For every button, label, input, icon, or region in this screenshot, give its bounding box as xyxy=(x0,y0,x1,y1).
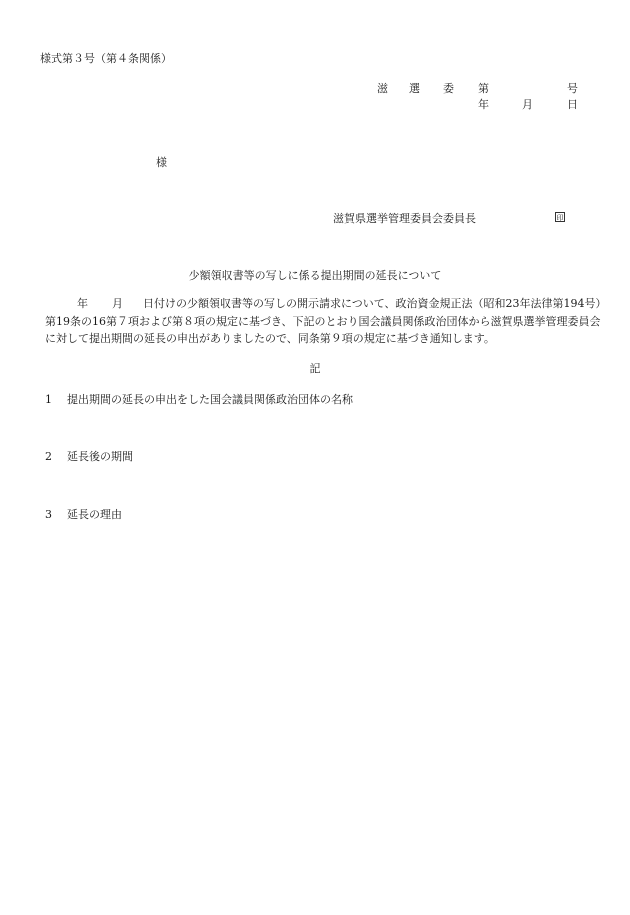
issuer-char-1: 滋 xyxy=(377,82,388,95)
item-number: 2 xyxy=(45,450,52,463)
date-year: 年 xyxy=(478,98,489,111)
item-label: 延長の理由 xyxy=(67,508,122,521)
item-number: 1 xyxy=(45,393,52,406)
body-year: 年 xyxy=(77,297,88,310)
item-label: 延長後の期間 xyxy=(67,450,133,463)
body-line-3: に対して提出期間の延長の申出がありましたので、同条第９項の規定に基づき通知します。 xyxy=(45,332,495,345)
body-line-1-text: 日付けの少額領収書等の写しの開示請求について、政治資金規正法（昭和23年法律第194号） xyxy=(143,297,607,310)
body-month: 月 xyxy=(112,297,123,310)
seal-mark: 印 xyxy=(556,214,564,222)
body-line-2: 第19条の16第７項および第８項の規定に基づき、下記のとおり国会議員関係政治団体から滋賀県選挙管理委員会 xyxy=(45,315,601,328)
date-day: 日 xyxy=(567,98,578,111)
date-month: 月 xyxy=(522,98,533,111)
addressee: 様 xyxy=(156,156,167,169)
body-line-1 xyxy=(45,297,607,310)
issuer-number-prefix: 第 xyxy=(478,82,489,95)
item-label: 提出期間の延長の申出をした国会議員関係政治団体の名称 xyxy=(67,393,353,406)
sender-title: 滋賀県選挙管理委員会委員長 xyxy=(333,212,476,225)
form-label: 様式第３号（第４条関係） xyxy=(40,52,172,65)
issuer-char-3: 委 xyxy=(443,82,454,95)
issuer-char-2: 選 xyxy=(409,82,420,95)
issuer-number-suffix: 号 xyxy=(567,82,578,95)
list-item xyxy=(45,451,133,462)
list-item xyxy=(45,394,353,405)
document-subject: 少額領収書等の写しに係る提出期間の延長について xyxy=(188,269,442,282)
ki-heading: 記 xyxy=(309,362,321,375)
list-item xyxy=(45,509,122,520)
item-number: 3 xyxy=(45,508,52,521)
